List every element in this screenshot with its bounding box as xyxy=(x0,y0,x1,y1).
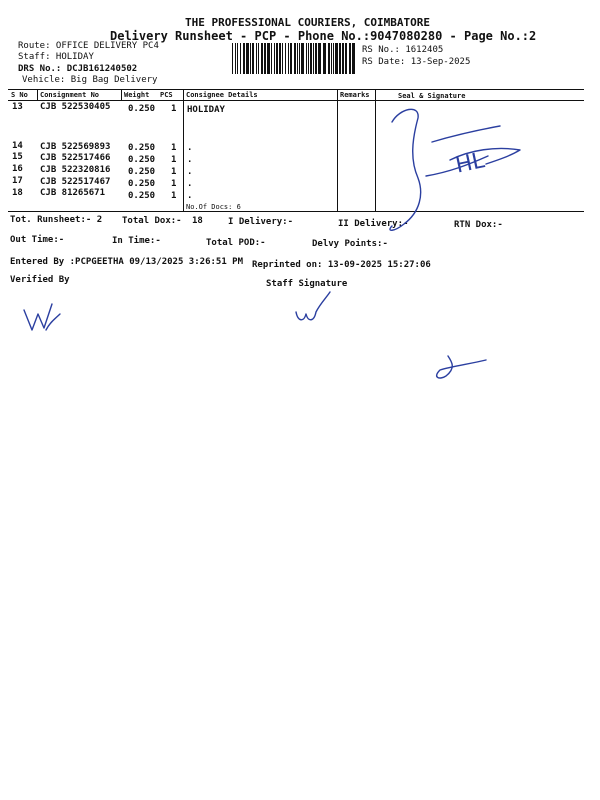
drs-field: DRS No.: DCJB161240502 xyxy=(18,64,138,74)
extra-signature xyxy=(437,356,486,378)
i-delivery: I Delivery:- xyxy=(228,217,294,227)
row-weight: 0.250 xyxy=(128,179,156,189)
runsheet-subtitle: Delivery Runsheet - PCP - Phone No.:9047080280 - Page No.:2 xyxy=(110,29,537,43)
company-title: THE PROFESSIONAL COURIERS, COIMBATORE xyxy=(185,16,431,29)
row-consignment: CJB 81265671 xyxy=(40,188,106,198)
ii-delivery: II Delivery:- xyxy=(338,219,409,229)
header-sno: S No xyxy=(11,91,28,99)
row-sno: 17 xyxy=(12,176,23,186)
row-pcs: 1 xyxy=(171,143,177,153)
tot-runsheet: Tot. Runsheet:- 2 xyxy=(10,215,103,225)
row-pcs: 1 xyxy=(171,155,177,165)
row-weight: 0.250 xyxy=(128,143,156,153)
row-consignment: CJB 522530405 xyxy=(40,102,111,112)
row-pcs: 1 xyxy=(171,191,177,201)
header-pcs: PCS xyxy=(160,91,173,99)
row-weight: 0.250 xyxy=(128,167,156,177)
header-consignment: Consignment No xyxy=(40,91,100,99)
row-sno: 13 xyxy=(12,102,23,112)
header-consignee: Consignee Details xyxy=(186,91,258,99)
staff-signature xyxy=(296,292,330,320)
header-seal: Seal & Signature xyxy=(398,92,466,100)
route-field: Route: OFFICE DELIVERY PC4 xyxy=(18,41,159,51)
row-sno: 16 xyxy=(12,164,23,174)
row-pcs: 1 xyxy=(171,104,177,114)
row-weight: 0.250 xyxy=(128,104,156,114)
vehicle-field: Vehicle: Big Bag Delivery xyxy=(22,75,158,85)
row-details: . xyxy=(187,155,193,165)
no-of-docs: No.Of Docs: 6 xyxy=(186,203,241,211)
row-details: . xyxy=(187,167,193,177)
row-consignment: CJB 522517466 xyxy=(40,153,111,163)
header-remarks: Remarks xyxy=(340,91,370,99)
row-consignment: CJB 522569893 xyxy=(40,142,111,152)
verified-signature xyxy=(24,304,60,330)
row-details: HOLIDAY xyxy=(187,105,225,115)
row-consignment: CJB 522320816 xyxy=(40,165,111,175)
total-dox-label: Total Dox:- xyxy=(122,216,182,226)
header-weight: Weight xyxy=(124,91,150,99)
rtn-dox: RTN Dox:- xyxy=(454,220,503,230)
staff-field: Staff: HOLIDAY xyxy=(18,52,94,62)
row-sno: 14 xyxy=(12,141,23,151)
row-pcs: 1 xyxy=(171,167,177,177)
row-details: . xyxy=(187,179,193,189)
row-details: . xyxy=(187,143,193,153)
seal-handwritten-text: HL xyxy=(453,148,487,179)
rs-number: RS No.: 1612405 xyxy=(362,45,444,55)
rs-date: RS Date: 13-Sep-2025 xyxy=(362,57,471,67)
in-time: In Time:- xyxy=(112,236,161,246)
out-time: Out Time:- xyxy=(10,235,65,245)
delvy-points: Delvy Points:- xyxy=(312,239,388,249)
reprinted-on: Reprinted on: 13-09-2025 15:27:06 xyxy=(252,260,431,270)
row-weight: 0.250 xyxy=(128,155,156,165)
total-dox-value: 18 xyxy=(192,216,203,226)
staff-signature-label: Staff Signature xyxy=(266,279,348,289)
seal-signature-stroke xyxy=(432,126,500,142)
row-weight: 0.250 xyxy=(128,191,156,201)
row-sno: 15 xyxy=(12,152,23,162)
total-pod: Total POD:- xyxy=(206,238,266,248)
row-pcs: 1 xyxy=(171,179,177,189)
seal-signature xyxy=(390,109,421,230)
verified-by: Verified By xyxy=(10,275,70,285)
row-details: . xyxy=(187,191,193,201)
row-consignment: CJB 522517467 xyxy=(40,177,111,187)
entered-by: Entered By :PCPGEETHA 09/13/2025 3:26:51 PM xyxy=(10,257,243,267)
row-sno: 18 xyxy=(12,188,23,198)
